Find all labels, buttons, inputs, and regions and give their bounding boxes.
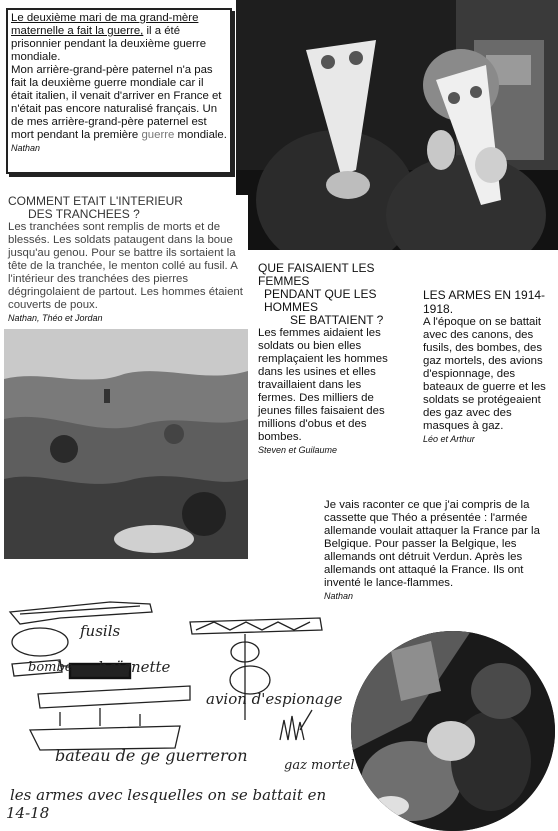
women-signature: Steven et Guilaume xyxy=(258,445,338,455)
trenches-signature: Nathan, Théo et Jordan xyxy=(8,313,103,323)
children-masks-illustration xyxy=(236,0,558,250)
label-baionette: baïgnette xyxy=(98,658,171,676)
label-bombe: bombe xyxy=(28,660,73,675)
weapons-text-box xyxy=(423,288,555,463)
label-avion: avion d'espionage xyxy=(206,690,343,708)
weapons-signature: Léo et Arthur xyxy=(423,434,475,444)
family-war-text-box xyxy=(6,8,232,174)
family-war-signature: Nathan xyxy=(11,143,41,153)
trenches-title: COMMENT ETAIT L'INTERIEUR DES TRANCHEES ? xyxy=(8,194,183,221)
women-body: Les femmes aidaient les soldats ou bien elles remplaçaient les hommes dans les usines et elles travaillaient dans les fermes. Des milliers de jeunes filles faisaient des millions d'obus et des bombes. xyxy=(258,327,388,443)
family-war-paragraph-1: Le deuxième mari de ma grand-mère maternelle a fait la guerre, il a été prisonnier pendant la deuxième guerre mondiale. xyxy=(11,12,207,63)
drawing-caption-years: 14-18 xyxy=(6,804,50,822)
family-war-paragraph-2: Mon arrière-grand-père paternel n'a pas fait la deuxième guerre mondiale car il était italien, il venait d'arriver en France et n'était pas encore naturalisé français. Un de mes arrière-grand-père paternel est mort pendant la première guerre mondiale. xyxy=(11,64,227,141)
trenches-body: Les tranchées sont remplis de morts et de blessés. Les soldats pataugent dans la boue jusqu'au genou. Pour se battre ils sortaient la tête de la tranchée, le menton collé au fusil. A l'intérieur des tranchées des pierres dégringolaient de partout. Les hommes étaient couverts de poux. xyxy=(8,221,243,311)
cassette-text-box xyxy=(324,499,554,611)
cassette-signature: Nathan xyxy=(324,591,354,601)
weapons-title: LES ARMES EN 1914-1918. xyxy=(423,288,546,316)
cassette-body: Je vais raconter ce que j'ai compris de la cassette que Théo a présentée : l'armée allemande voulait attaquer la France par la Belgique. Pour passer la Belgique, les allemands ont détruit Verdun. Après les allemands ont attaqué la France. Ils ont inventé le lance-flammes. xyxy=(324,499,540,589)
label-gaz: gaz mortel xyxy=(284,758,355,773)
photo-soldiers-circle xyxy=(351,631,555,831)
women-text-box xyxy=(258,262,400,477)
label-bateau: bateau de ge guerreron xyxy=(55,746,248,765)
trench-illustration xyxy=(4,329,248,559)
photo-trench-battlefield xyxy=(4,329,248,559)
soldiers-illustration xyxy=(351,631,555,831)
family-war-underlined: Le deuxième mari de ma grand-mère maternelle a fait la guerre, xyxy=(11,12,199,37)
photo-children-masks xyxy=(236,0,558,250)
label-fusils: fusils xyxy=(80,622,121,640)
trenches-text-box xyxy=(6,195,248,343)
drawing-caption: les armes avec lesquelles on se battait en xyxy=(10,786,327,804)
women-title: QUE FAISAIENT LES FEMMES PENDANT QUE LES HOMMES SE BATTAIENT ? xyxy=(258,261,384,327)
weapons-body: A l'époque on se battait avec des canons, des fusils, des bombes, des gaz mortels, des avions d'espionnage, des bateaux de guerre et les soldats se protégeaient des gaz avec des masques à gaz. xyxy=(423,316,546,432)
child-weapons-drawing xyxy=(0,590,355,831)
